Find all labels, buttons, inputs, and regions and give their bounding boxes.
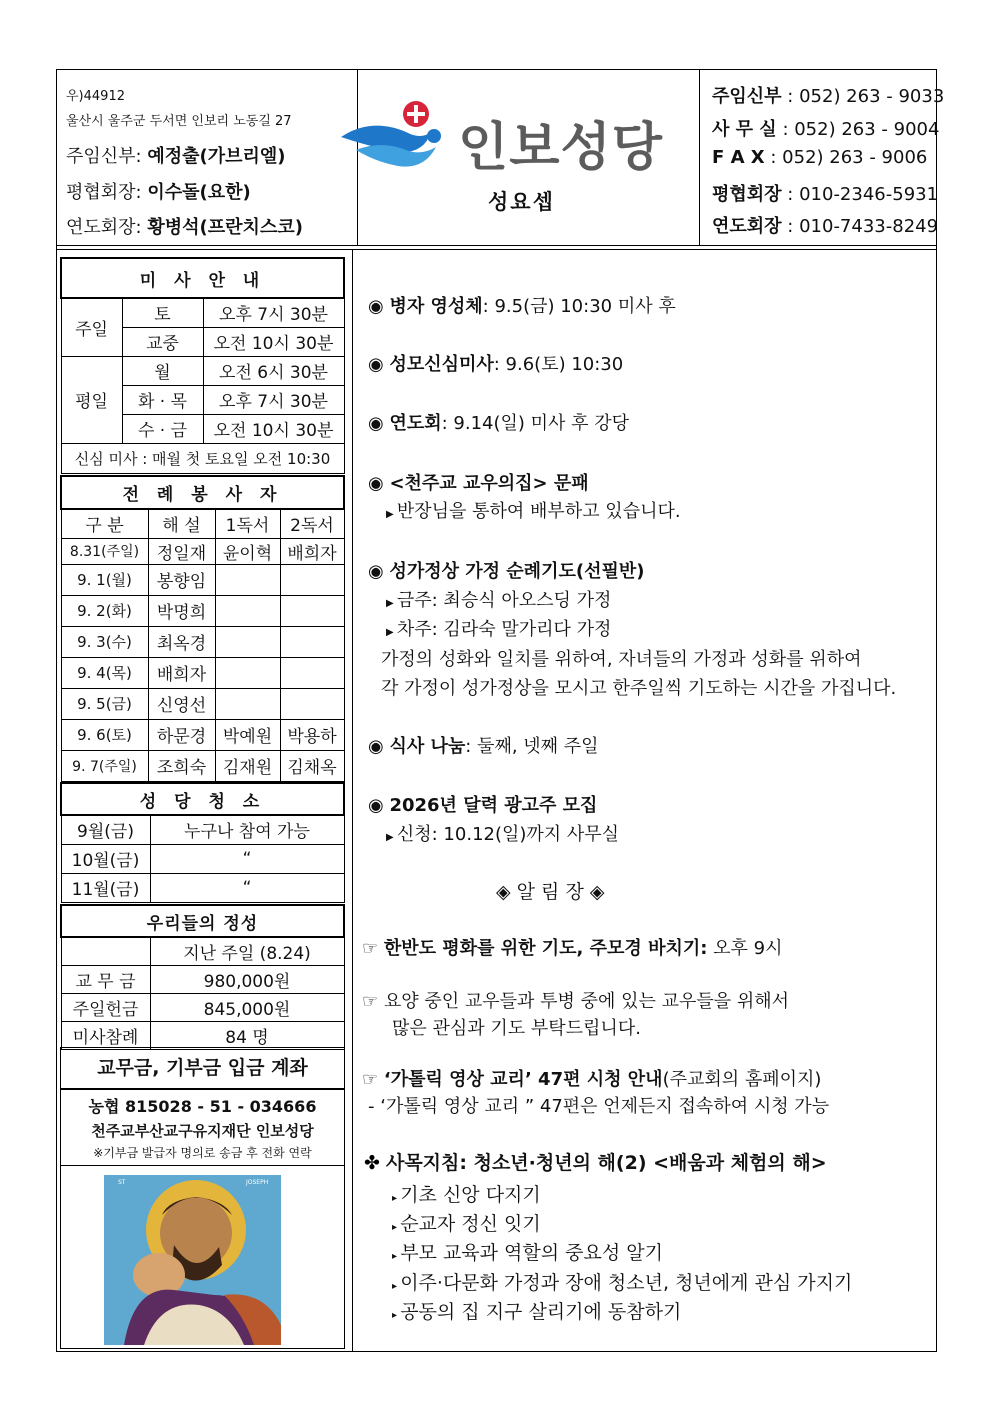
servers-cell: 봉향임 xyxy=(148,564,215,595)
servers-cell xyxy=(215,688,280,719)
list-item: ▸ 이주·다문화 가정과 장애 청소년, 청년에게 관심 가지기 xyxy=(392,1272,853,1294)
church-logo-icon xyxy=(336,92,456,172)
servers-cell: 박명희 xyxy=(148,595,215,626)
contact-council: 평협회장 : 010-2346-5931 xyxy=(712,184,939,205)
servers-cell: 윤이혁 xyxy=(215,538,280,564)
notice-calendar: ◉ 2026년 달력 광고주 모집 xyxy=(368,795,598,816)
pointing-hand-icon: ☞ xyxy=(362,991,384,1012)
list-item: ▸ 순교자 정신 잇기 xyxy=(392,1213,541,1235)
body-top-line xyxy=(56,249,937,250)
notice-video: ☞ ‘가톨릭 영상 교리’ 47편 시청 안내(주교회의 홈페이지) xyxy=(362,1069,822,1090)
mass-time: 오후 7시 30분 xyxy=(203,298,344,327)
offering-blank xyxy=(61,937,150,965)
offering-table xyxy=(60,904,345,1050)
weekday-label: 평일 xyxy=(61,356,122,443)
mass-day: 수 · 금 xyxy=(122,414,203,443)
offering-value: 845,000원 xyxy=(150,993,344,1021)
mass-day: 화 · 목 xyxy=(122,385,203,414)
list-item: ▸ 공동의 집 지구 살리기에 동참하기 xyxy=(392,1301,682,1323)
church-name: 인보성당 xyxy=(458,118,663,178)
header-divider-right xyxy=(699,69,700,245)
notice-meal: ◉ 식사 나눔: 둘째, 넷째 주일 xyxy=(368,736,599,757)
servers-cell: 하문경 xyxy=(148,719,215,750)
servers-cell xyxy=(280,595,344,626)
table-row xyxy=(61,844,344,873)
cleaning-month: 9월(금) xyxy=(61,815,150,844)
notice-holy-family-next: ▶ 차주: 김라숙 말가리다 가정 xyxy=(386,619,612,640)
offering-period: 지난 주일 (8.24) xyxy=(150,937,344,965)
table-row xyxy=(61,657,344,688)
triangle-bullet-icon: ▸ xyxy=(392,1222,401,1233)
dove-icon: ✤ xyxy=(364,1152,386,1174)
servers-title: 전 례 봉 사 자 xyxy=(61,476,344,509)
triangle-bullet-icon: ▸ xyxy=(392,1251,401,1262)
servers-cell: 김재원 xyxy=(215,750,280,781)
council-line: 평협회장: 이수돌(요한) xyxy=(66,182,251,203)
bullet-circle-icon: ◉ xyxy=(368,296,390,317)
servers-date: 9. 1(월) xyxy=(61,564,148,595)
servers-date: 9. 4(목) xyxy=(61,657,148,688)
table-row xyxy=(61,750,344,781)
legion-line: 연도회장: 황병석(프란치스코) xyxy=(66,217,303,238)
offering-value: 980,000원 xyxy=(150,965,344,993)
sunday-label: 주일 xyxy=(61,298,122,356)
icon-label-joseph: JOSEPH xyxy=(246,1179,269,1186)
servers-cell: 박용하 xyxy=(280,719,344,750)
notice-marian-mass: ◉ 성모신심미사: 9.6(토) 10:30 xyxy=(368,354,624,375)
servers-header: 구 분 xyxy=(61,509,148,538)
servers-cell: 최옥경 xyxy=(148,626,215,657)
servers-cell: 배희자 xyxy=(280,538,344,564)
notice-nameplate-detail: ▶ 반장님을 통하여 배부하고 있습니다. xyxy=(386,501,681,522)
notice-holy-family-desc1: 가정의 성화와 일치를 위하여, 자녀들의 가정과 성화를 위하여 xyxy=(381,649,862,670)
bullet-circle-icon: ◉ xyxy=(368,736,390,757)
servers-date: 8.31(주일) xyxy=(61,538,148,564)
cleaning-note: 누구나 참여 가능 xyxy=(150,815,344,844)
pastor-line: 주임신부: 예정출(가브리엘) xyxy=(66,146,286,167)
bullet-circle-icon: ◉ xyxy=(368,561,390,582)
notice-holy-family-desc2: 각 가정이 성가정상을 모시고 한주일씩 기도하는 시간을 가집니다. xyxy=(381,678,897,699)
contact-office: 사 무 실 : 052) 263 - 9004 xyxy=(712,119,940,140)
table-row xyxy=(61,626,344,657)
postal-code: 우)44912 xyxy=(66,89,125,104)
devotion-mass-note: 신심 미사 : 매월 첫 토요일 오전 10:30 xyxy=(61,443,344,473)
feast-subtitle: 성요셉 xyxy=(488,190,555,214)
address: 울산시 울주군 두서면 인보리 노동길 27 xyxy=(66,114,292,129)
notice-sick-prayer: ☞ 요양 중인 교우들과 투병 중에 있는 교우들을 위해서 xyxy=(362,991,790,1012)
notice-sick-prayer-2: 많은 관심과 기도 부탁드립니다. xyxy=(392,1018,641,1039)
triangle-bullet-icon: ▶ xyxy=(386,598,397,609)
bullet-circle-icon: ◉ xyxy=(368,354,390,375)
table-row xyxy=(61,719,344,750)
triangle-bullet-icon: ▸ xyxy=(392,1310,401,1321)
icon-label-st: ST xyxy=(118,1179,126,1186)
servers-date: 9. 7(주일) xyxy=(61,750,148,781)
notice-holy-family: ◉ 성가정상 가정 순례기도(선필반) xyxy=(368,561,645,582)
mass-time: 오전 10시 30분 xyxy=(203,327,344,356)
cleaning-table xyxy=(60,782,345,903)
servers-date: 9. 3(수) xyxy=(61,626,148,657)
offering-label: 미사참례 xyxy=(61,1021,150,1049)
servers-header: 해 설 xyxy=(148,509,215,538)
table-row xyxy=(61,564,344,595)
notice-calendar-detail: ▶ 신청: 10.12(일)까지 사무실 xyxy=(386,824,620,845)
mass-day: 월 xyxy=(122,356,203,385)
column-divider xyxy=(352,250,353,1352)
table-row xyxy=(61,1021,344,1049)
mass-time: 오전 10시 30분 xyxy=(203,414,344,443)
servers-date: 9. 2(화) xyxy=(61,595,148,626)
servers-date: 9. 5(금) xyxy=(61,688,148,719)
account-title: 교무금, 기부금 입금 계좌 xyxy=(61,1048,344,1090)
servers-cell xyxy=(280,657,344,688)
offering-title: 우리들의 정성 xyxy=(61,905,344,937)
notice-sick-communion: ◉ 병자 영성체: 9.5(금) 10:30 미사 후 xyxy=(368,296,676,317)
servers-date: 9. 6(토) xyxy=(61,719,148,750)
notice-video-detail: - ‘가톨릭 영상 교리 ” 47편은 언제든지 접속하여 시청 가능 xyxy=(368,1096,830,1117)
list-item: ▸ 부모 교육과 역할의 중요성 알기 xyxy=(392,1242,663,1264)
cleaning-month: 10월(금) xyxy=(61,844,150,873)
st-joseph-icon-image xyxy=(104,1175,281,1345)
mass-day: 교중 xyxy=(122,327,203,356)
offering-label: 주일헌금 xyxy=(61,993,150,1021)
header-divider xyxy=(56,245,937,246)
table-row xyxy=(61,688,344,719)
bullet-circle-icon: ◉ xyxy=(368,473,390,494)
servers-header: 1독서 xyxy=(215,509,280,538)
list-item: ▸ 기초 신앙 다지기 xyxy=(392,1184,541,1206)
contact-fax: F A X : 052) 263 - 9006 xyxy=(712,147,928,168)
notice-nameplate: ◉ <천주교 교우의집> 문패 xyxy=(368,473,589,494)
servers-cell: 신영선 xyxy=(148,688,215,719)
servers-cell xyxy=(280,626,344,657)
servers-cell: 조희숙 xyxy=(148,750,215,781)
contact-legion: 연도회장 : 010-7433-8249 xyxy=(712,216,939,237)
mass-title: 미 사 안 내 xyxy=(61,258,344,298)
servers-cell: 박예원 xyxy=(215,719,280,750)
triangle-bullet-icon: ▶ xyxy=(386,832,397,843)
account-number: 농협 815028 - 51 - 034666 xyxy=(88,1097,317,1116)
mass-day: 토 xyxy=(122,298,203,327)
servers-cell xyxy=(215,626,280,657)
mass-schedule-table xyxy=(60,257,345,474)
triangle-bullet-icon: ▸ xyxy=(392,1193,401,1204)
servers-cell xyxy=(280,564,344,595)
liturgy-servers-table xyxy=(60,475,345,782)
cleaning-title: 성 당 청 소 xyxy=(61,783,344,815)
contact-pastor: 주임신부 : 052) 263 - 9033 xyxy=(712,86,945,107)
offering-label: 교 무 금 xyxy=(61,965,150,993)
notice-prayer-group: ◉ 연도회: 9.14(일) 미사 후 강당 xyxy=(368,413,630,434)
servers-cell: 김채옥 xyxy=(280,750,344,781)
cleaning-note: “ xyxy=(150,844,344,873)
servers-cell xyxy=(215,564,280,595)
account-note: ※기부금 발급자 명의로 송금 후 전화 연락 xyxy=(61,1144,344,1166)
mass-time: 오전 6시 30분 xyxy=(203,356,344,385)
table-row xyxy=(61,965,344,993)
servers-cell xyxy=(215,595,280,626)
notice-peace-prayer: ☞ 한반도 평화를 위한 기도, 주모경 바치기: 오후 9시 xyxy=(362,938,783,959)
table-row xyxy=(61,595,344,626)
triangle-bullet-icon: ▶ xyxy=(386,627,397,638)
bullet-circle-icon: ◉ xyxy=(368,413,390,434)
table-row xyxy=(61,993,344,1021)
table-row xyxy=(61,873,344,902)
pointing-hand-icon: ☞ xyxy=(362,1069,384,1090)
mass-time: 오후 7시 30분 xyxy=(203,385,344,414)
servers-cell xyxy=(280,688,344,719)
pastoral-guideline-title: ✤ 사목지침: 청소년·청년의 해(2) <배움과 체험의 해> xyxy=(364,1152,827,1174)
table-row xyxy=(61,538,344,564)
servers-cell xyxy=(215,657,280,688)
servers-cell: 배희자 xyxy=(148,657,215,688)
triangle-bullet-icon: ▶ xyxy=(386,509,397,520)
offering-value: 84 명 xyxy=(150,1021,344,1049)
triangle-bullet-icon: ▸ xyxy=(392,1281,401,1292)
account-holder: 천주교부산교구유지재단 인보성당 xyxy=(91,1122,314,1140)
pointing-hand-icon: ☞ xyxy=(362,938,384,959)
bullet-circle-icon: ◉ xyxy=(368,795,390,816)
notice-holy-family-this: ▶ 금주: 최승식 아오스딩 가정 xyxy=(386,590,612,611)
servers-header: 2독서 xyxy=(280,509,344,538)
cleaning-note: “ xyxy=(150,873,344,902)
servers-cell: 정일재 xyxy=(148,538,215,564)
table-row xyxy=(61,815,344,844)
board-title: ◈ 알 림 장 ◈ xyxy=(496,881,605,903)
cleaning-month: 11월(금) xyxy=(61,873,150,902)
